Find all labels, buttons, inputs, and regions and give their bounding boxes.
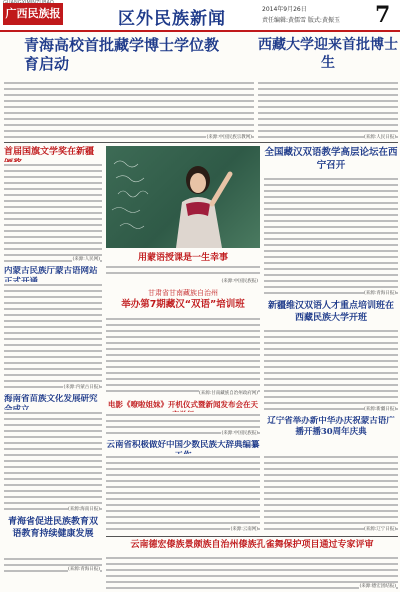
article-body	[106, 316, 260, 396]
headline: 青海省促进民族教育双语教育持续健康发展	[7, 517, 98, 539]
source-credit: (来源:人民日报)	[363, 135, 396, 140]
source-credit: (来源:新疆日报)	[363, 407, 396, 412]
article-body	[264, 454, 398, 532]
article-body	[106, 454, 260, 532]
article-xinjiang-award	[4, 146, 102, 262]
article-qinghai-promote	[4, 516, 102, 572]
headline: 海南省苗族文化发展研究	[4, 394, 98, 404]
article-body	[4, 410, 102, 512]
divider	[106, 536, 398, 537]
article-inner-mongolia	[4, 266, 102, 390]
article-gansu-training	[106, 288, 260, 396]
source-credit: (来源:中国民族报)	[221, 431, 258, 436]
article-yunnan-dehong	[106, 539, 398, 589]
article-body	[258, 80, 398, 140]
article-body	[264, 328, 398, 412]
divider	[4, 142, 398, 143]
article-body	[106, 555, 398, 589]
source-credit: (来源:人民网)	[72, 257, 100, 262]
source-credit: (来源:内蒙古日报)	[63, 385, 100, 390]
headline: 新疆维汉双语人才重点培训班在西藏民族大学开班	[267, 301, 394, 323]
section-title: 区外民族新闻	[118, 9, 226, 29]
headline: 西藏大学迎来首批博士生	[258, 37, 398, 71]
headline: 云南德宏傣族景颇族自治州傣族孔雀舞保护项目通过专家评审	[130, 540, 374, 550]
headline: 举办第7期藏汉“双语”培训班	[121, 299, 245, 310]
source-credit: (来源:云南网)	[230, 527, 258, 532]
headline: 全国藏汉双语教学高层论坛在西宁召开	[264, 147, 398, 171]
article-bilingual-forum	[264, 146, 398, 296]
headline: 内蒙古民族厅蒙古语网站	[4, 266, 98, 276]
article-qinghai-phd	[4, 36, 254, 140]
headline: 电影《嘹啦姐妹》开机仪式暨新闻发布会在天	[108, 400, 258, 409]
headline: 云南省积极做好中国少数民族大辞典编纂	[106, 440, 260, 450]
headline: 青海高校首批藏学博士学位教育启动	[24, 36, 220, 73]
photo-caption: 用蒙语授课是一生幸事	[137, 253, 228, 263]
source-credit: (来源:青海日报)	[67, 567, 100, 572]
article-xinjiang-training	[264, 300, 398, 412]
feature-photo	[106, 146, 260, 284]
teacher-illustration	[106, 146, 260, 248]
editors-line: 责任编辑:黄儒雪 版式:黄振玉	[262, 17, 340, 24]
source-credit: (来源:青海日报)	[363, 291, 396, 296]
chalkboard-photo	[106, 146, 260, 248]
article-body	[4, 282, 102, 390]
source-credit: (来源:中国民族宗教网)	[206, 135, 252, 140]
headline: 首届国旗文学奖在新疆	[4, 147, 95, 157]
article-tibet-univ	[258, 36, 398, 140]
page-number: 7	[375, 2, 391, 28]
source-credit: (来源:辽宁日报)	[363, 527, 396, 532]
article-liaoning	[264, 416, 398, 532]
article-yunnan-dictionary	[106, 440, 260, 532]
article-body	[4, 162, 102, 262]
article-hainan-miao	[4, 394, 102, 512]
page-header	[0, 0, 400, 32]
issue-date: 2014年9月26日	[262, 6, 307, 13]
photo-credit: (来源:中国民族报)	[221, 279, 258, 284]
source-credit: (来源:海南日报)	[67, 507, 100, 512]
headline: 辽宁省举办新中华办庆祝蒙古语广播开播30周年庆典	[267, 416, 395, 437]
source-credit: (来源:甘南藏族自治州政府网)	[198, 391, 258, 396]
kicker: 甘肃省甘南藏族自治州	[148, 289, 218, 297]
caption-body	[106, 264, 260, 277]
article-film	[106, 400, 260, 436]
source-credit: (来源:德宏团结报)	[359, 584, 396, 589]
article-body	[264, 176, 398, 296]
masthead-logo: 广西民族报	[3, 3, 63, 25]
article-body	[4, 80, 254, 140]
